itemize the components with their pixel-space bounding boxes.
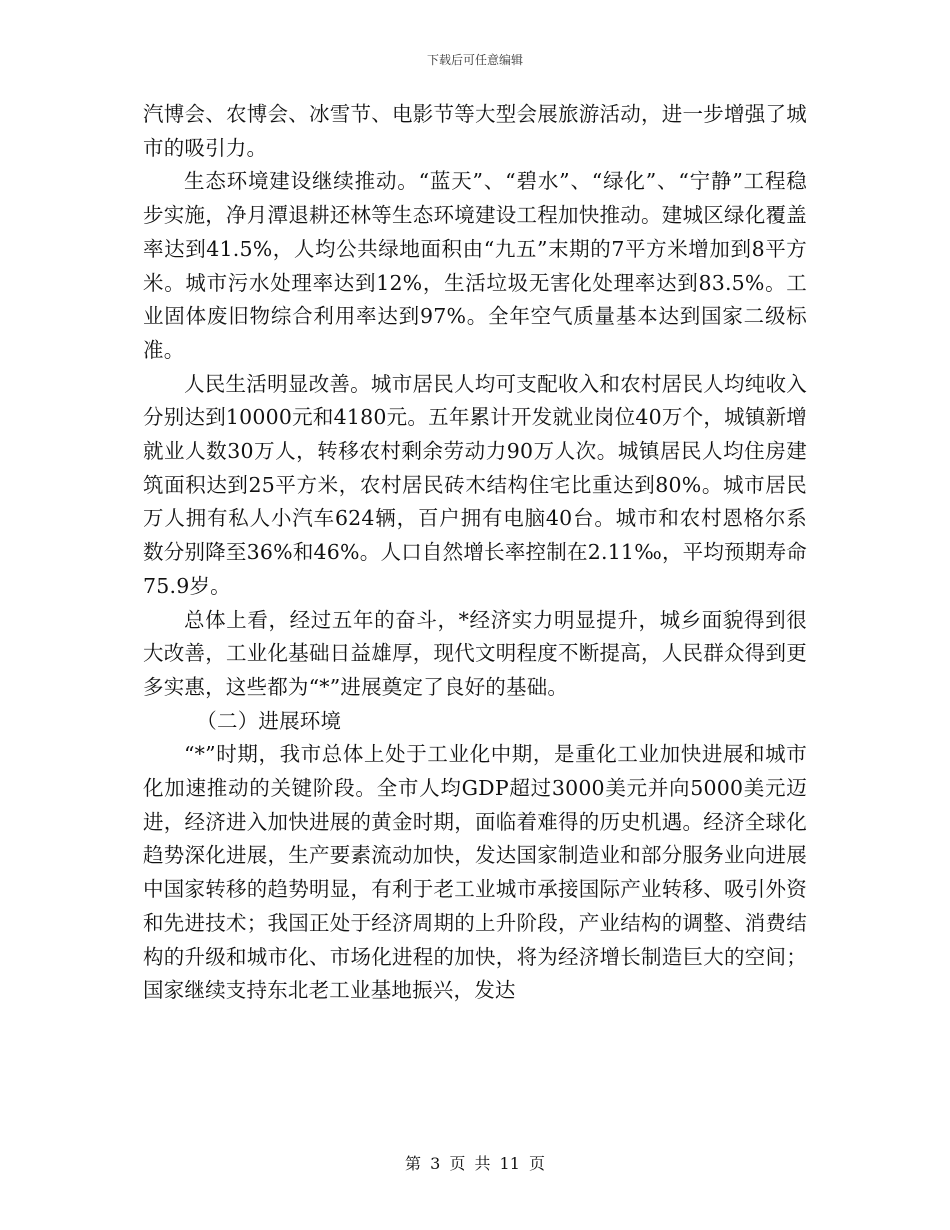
paragraph-exhibition-continuation: 汽博会、农博会、冰雪节、电影节等大型会展旅游活动，进一步增强了城市的吸引力。 [143,102,807,160]
document-body [143,98,807,1008]
section-heading-environment: （二）进展环境 [196,708,342,733]
page-header-note: 下载后可任意编辑 [426,53,523,67]
paragraph-summary: 总体上看，经过五年的奋斗，*经济实力明显提升，城乡面貌得到很大改善，工业化基础日益雄厚，现代文明程度不断提高，人民群众得到更多实惠，这些都为“*”进展奠定了良好的基础。 [143,607,807,699]
paragraph-ecology: 生态环境建设继续推动。“蓝天”、“碧水”、“绿化”、“宁静”工程稳步实施，净月潭退耕还林等生态环境建设工程加快推动。建城区绿化覆盖率达到41.5%，人均公共绿地面积由“九五”末期的7平方米增加到8平方米。城市污水处理率达到12%，生活垃圾无害化处理率达到83.5%。工业固体废旧物综合利用率达到97%。全年空气质量基本达到国家二级标准。 [143,169,807,362]
paragraph-living-standards: 人民生活明显改善。城市居民人均可支配收入和农村居民人均纯收入分别达到10000元和4180元。五年累计开发就业岗位40万个，城镇新增就业人数30万人，转移农村剩余劳动力90万人次。城镇居民人均住房建筑面积达到25平方米，农村居民砖木结构住宅比重达到80%。城市居民万人拥有私人小汽车624辆，百户拥有电脑40台。城市和农村恩格尔系数分别降至36%和46%。人口自然增长率控制在2.11‰，平均预期寿命75.9岁。 [143,371,807,598]
paragraph-development-environment: “*”时期，我市总体上处于工业化中期，是重化工业加快进展和城市化加速推动的关键阶段。全市人均GDP超过3000美元并向5000美元迈进，经济进入加快进展的黄金时期，面临着难得的历史机遇。经济全球化趋势深化进展，生产要素流动加快，发达国家制造业和部分服务业向进展中国家转移的趋势明显，有利于老工业城市承接国际产业转移、吸引外资和先进技术；我国正处于经济周期的上升阶段，产业结构的调整、消费结构的升级和城市化、市场化进程的加快，将为经济增长制造巨大的空间；国家继续支持东北老工业基地振兴，发达 [143,742,807,1003]
page-number-footer: 第 3 页 共 11 页 [405,1154,545,1173]
